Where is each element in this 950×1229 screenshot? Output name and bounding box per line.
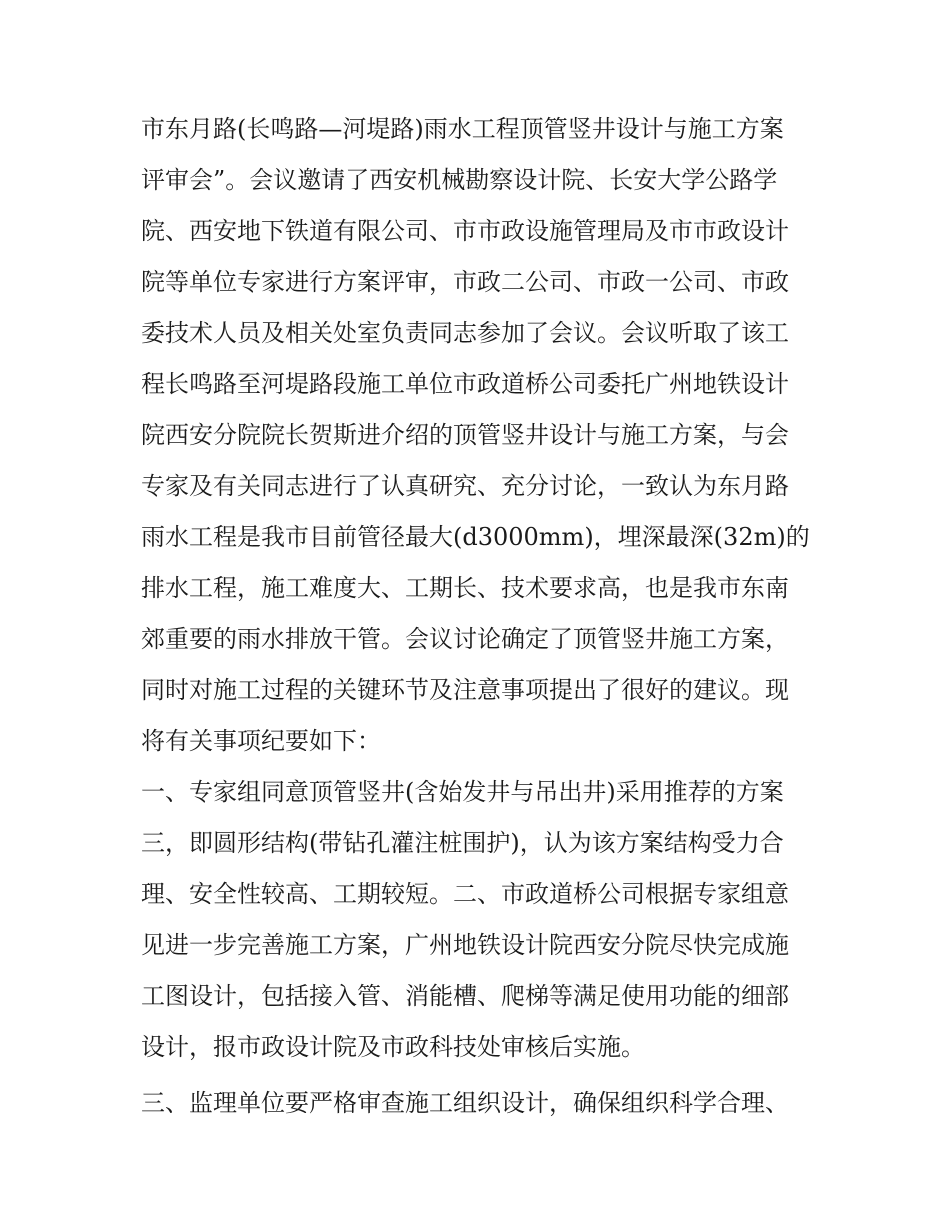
- text-line: 院西安分院院长贺斯进介绍的顶管竖井设计与施工方案，与会: [141, 421, 789, 449]
- text-line: 委技术人员及相关处室负责同志参加了会议。会议听取了该工: [141, 319, 789, 347]
- text-line: 院、西安地下铁道有限公司、市市政设施管理局及市市政设计: [141, 217, 789, 245]
- text-line: 工图设计，包括接入管、消能槽、爬梯等满足使用功能的细部: [141, 982, 789, 1010]
- text-line: 专家及有关同志进行了认真研究、充分讨论，一致认为东月路: [141, 472, 789, 500]
- text-line: 理、安全性较高、工期较短。二、市政道桥公司根据专家组意: [141, 880, 789, 908]
- text-line: 郊重要的雨水排放干管。会议讨论确定了顶管竖井施工方案，: [141, 625, 789, 653]
- text-line: 评审会”。会议邀请了西安机械勘察设计院、长安大学公路学: [141, 166, 778, 194]
- document-body: [141, 104, 821, 1129]
- text-line: 见进一步完善施工方案，广州地铁设计院西安分院尽快完成施: [141, 931, 789, 959]
- text-line: 程长鸣路至河堤路段施工单位市政道桥公司委托广州地铁设计: [141, 370, 789, 398]
- text-line: 排水工程，施工难度大、工期长、技术要求高，也是我市东南: [141, 574, 789, 602]
- text-line: 三，即圆形结构(带钻孔灌注桩围护)，认为该方案结构受力合: [141, 829, 784, 857]
- text-line: 三、监理单位要严格审查施工组织设计，确保组织科学合理、: [141, 1089, 789, 1117]
- text-line: 同时对施工过程的关键环节及注意事项提出了很好的建议。现: [141, 676, 789, 704]
- text-line: 院等单位专家进行方案评审，市政二公司、市政一公司、市政: [141, 268, 789, 296]
- text-line: 将有关事项纪要如下：: [141, 727, 381, 755]
- text-line: 设计，报市政设计院及市政科技处审核后实施。: [141, 1033, 645, 1061]
- text-line: 市东月路(长鸣路—河堤路)雨水工程顶管竖井设计与施工方案: [141, 115, 784, 143]
- text-line: 一、专家组同意顶管竖井(含始发井与吊出井)采用推荐的方案: [141, 778, 784, 806]
- text-line: 雨水工程是我市目前管径最大(d3000mm)，埋深最深(32m)的: [141, 523, 810, 551]
